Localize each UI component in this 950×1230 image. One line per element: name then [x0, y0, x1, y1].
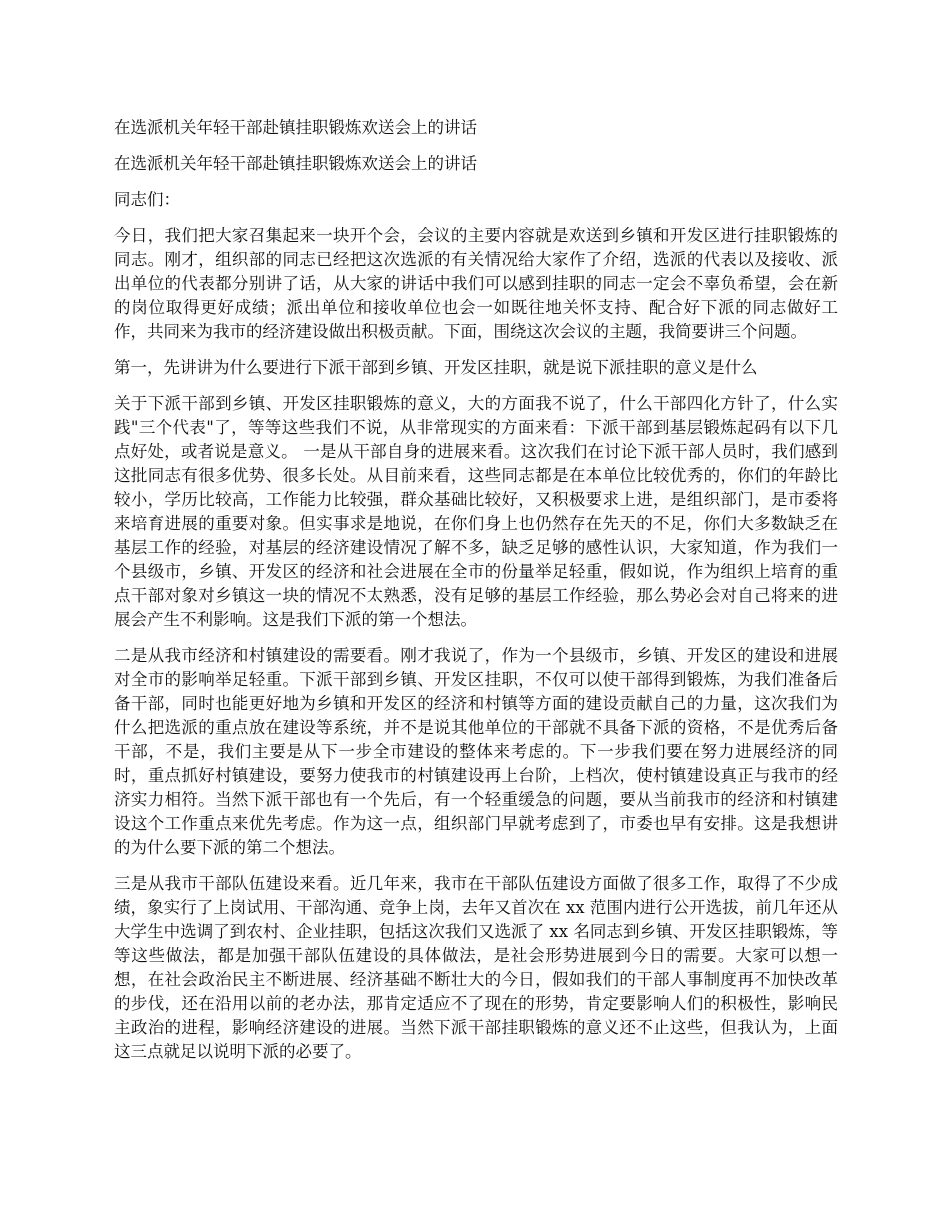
- document-body: [114, 116, 838, 1076]
- greeting: 同志们：: [114, 190, 180, 209]
- paragraph-point-two: 二是从我市经济和村镇建设的需要看。刚才我说了，作为一个县级市，乡镇、开发区的建设和进展对全市的影响举足轻重。下派干部到乡镇、开发区挂职，不仅可以使干部得到锻炼，为我们准备后备干部，同时也能更好地为乡镇和开发区的经济和村镇等方面的建设贡献自己的力量，这次我们为什么把选派的重点放在建设等系统，并不是说其他单位的干部就不具备下派的资格，不是优秀后备干部，不是，我们主要是从下一步全市建设的整体来考虑的。下一步我们要在努力进展经济的同时，重点抓好村镇建设，要努力使我市的村镇建设再上台阶，上档次，使村镇建设真正与我市的经济实力相符。当然下派干部也有一个先后，有一个轻重缓急的问题，要从当前我市的经济和村镇建设这个工作重点来优先考虑。作为这一点，组织部门早就考虑到了，市委也早有安排。这是我想讲的为什么要下派的第二个想法。: [114, 646, 838, 857]
- paragraph-point-one: 关于下派干部到乡镇、开发区挂职锻炼的意义，大的方面我不说了，什么干部四化方针了，什么实践"三个代表"了，等等这些我们不说，从非常现实的方面来看：下派干部到基层锻炼起码有以下几点好处，或者说是意义。 一是从干部自身的进展来看。这次我们在讨论下派干部人员时，我们感到这批同志有很多优势、很多长处。从目前来看，这些同志都是在本单位比较优秀的，你们的年龄比较小，学历比较高，工作能力比较强，群众基础比较好，又积极要求上进，是组织部门，是市委将来培育进展的重要对象。但实事求是地说，在你们身上也仍然存在先天的不足，你们大多数缺乏在基层工作的经验，对基层的经济建设情况了解不多，缺乏足够的感性认识，大家知道，作为我们一个县级市，乡镇、开发区的经济和社会进展在全市的份量举足轻重，假如说，作为组织上培育的重点干部对象对乡镇这一块的情况不太熟悉，没有足够的基层工作经验，那么势必会对自己将来的进展会产生不利影响。这是我们下派的第一个想法。: [114, 394, 838, 629]
- document-subtitle: 在选派机关年轻干部赴镇挂职锻炼欢送会上的讲话: [114, 154, 477, 173]
- paragraph-section-heading: 第一，先讲讲为什么要进行下派干部到乡镇、开发区挂职，就是说下派挂职的意义是什么: [114, 358, 758, 377]
- paragraph-point-three: 三是从我市干部队伍建设来看。近几年来，我市在干部队伍建设方面做了很多工作，取得了不少成绩，象实行了上岗试用、干部沟通、竞争上岗，去年又首次在 xx 范围内进行公开选拔，前几年还从大学生中选调了到农村、企业挂职，包括这次我们又选派了 xx 名同志到乡镇、开发区挂职锻炼，等等这些做法，都是加强干部队伍建设的具体做法，是社会形势进展到今日的需要。大家可以想一想，在社会政治民主不断进展、经济基础不断壮大的今日，假如我们的干部人事制度再不加快改革的步伐，还在沿用以前的老办法，那肯定适应不了现在的形势，肯定要影响人们的积极性，影响民主政治的进程，影响经济建设的进展。当然下派干部挂职锻炼的意义还不止这些，但我认为，上面这三点就足以说明下派的必要了。: [114, 874, 838, 1061]
- paragraph-intro: 今日，我们把大家召集起来一块开个会，会议的主要内容就是欢送到乡镇和开发区进行挂职锻炼的同志。刚才，组织部的同志已经把这次选派的有关情况给大家作了介绍，选派的代表以及接收、派出单位的代表都分别讲了话，从大家的讲话中我们可以感到挂职的同志一定会不辜负希望，会在新的岗位取得更好成绩；派出单位和接收单位也会一如既往地关怀支持、配合好下派的同志做好工作，共同来为我市的经济建设做出积极贡献。下面，围绕这次会议的主题，我简要讲三个问题。: [114, 226, 838, 341]
- document-title: 在选派机关年轻干部赴镇挂职锻炼欢送会上的讲话: [114, 118, 477, 137]
